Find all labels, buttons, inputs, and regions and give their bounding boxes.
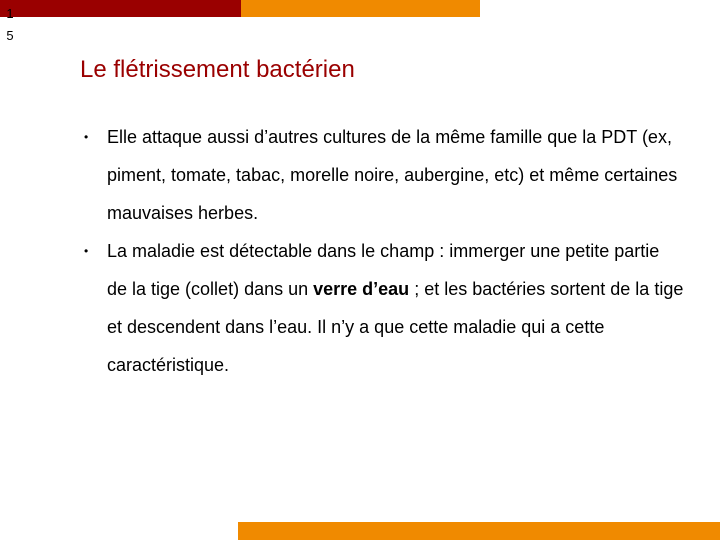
bullet-text-start: La maladie est détectable dans le champ : immerger une petite partie de la tige (collet) dans un — [107, 241, 660, 299]
bullet-text: Elle attaque aussi d’autres cultures de la même famille que la PDT (ex, piment, tomate, tabac, morelle noire, aubergine, etc) et même certaines mauvaises herbes. — [107, 127, 678, 223]
bullet-list — [84, 118, 684, 384]
bullet-text — [107, 241, 683, 375]
bullet-item — [84, 118, 684, 232]
bottom-bar-orange — [238, 522, 720, 540]
bullet-item — [84, 232, 684, 384]
bullet-text-end: ; et les bactéries sortent de la tige et descendent dans l’eau. Il n’y a que cette maladie qui a cette caractéristique. — [107, 279, 684, 375]
bullet-dot-icon: • — [84, 244, 89, 258]
bullet-dot-icon: • — [84, 130, 89, 144]
bullet-text-bold: verre d’eau — [313, 279, 410, 299]
top-bar-dark — [0, 0, 241, 17]
slide-number: 15 — [6, 6, 14, 43]
slide-title: Le flétrissement bactérien — [80, 56, 355, 83]
top-bar-orange — [241, 0, 480, 17]
